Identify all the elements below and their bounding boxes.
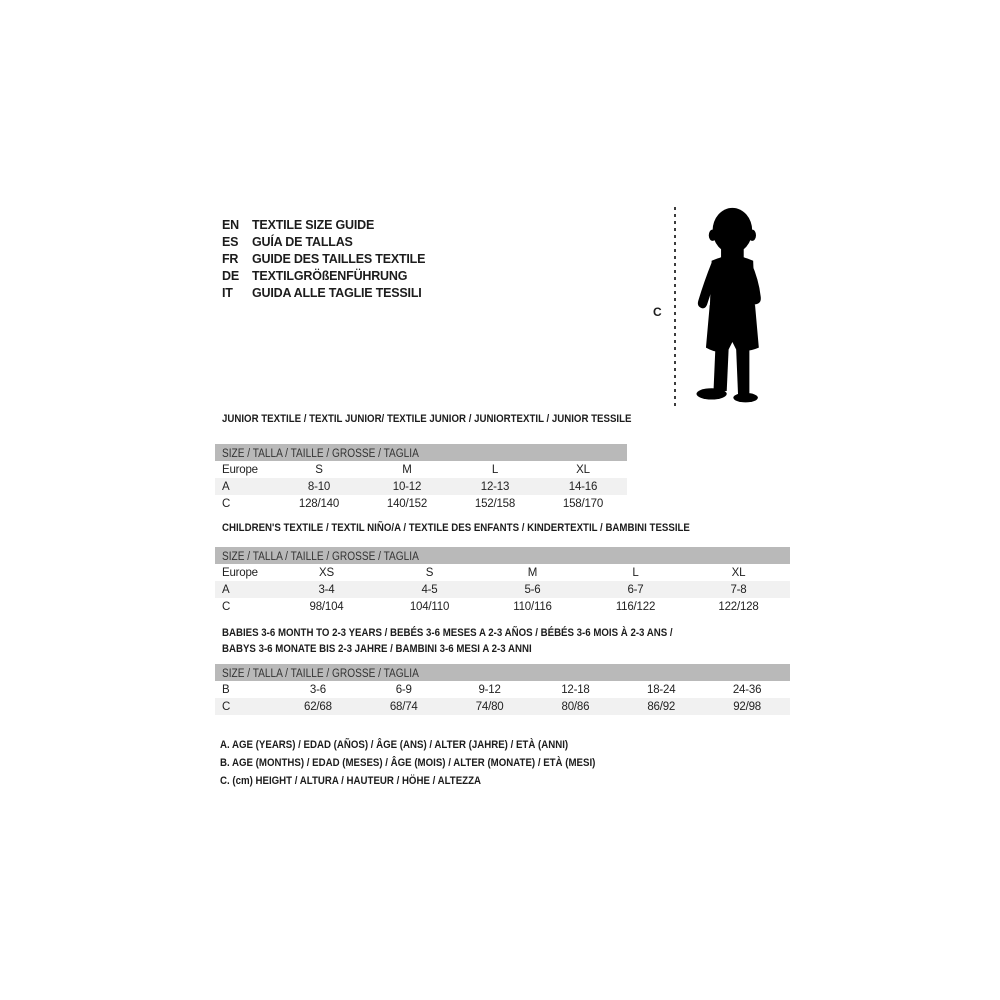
- table-cell: 74/80: [475, 700, 504, 713]
- section-title-line1: [222, 626, 734, 641]
- table-cell: 5-6: [524, 583, 541, 596]
- row-label: Europe: [222, 463, 258, 476]
- table-row-europe: [215, 564, 790, 581]
- section-title: [222, 412, 687, 427]
- language-row-fr: [222, 250, 425, 267]
- table-cell: 12-18: [561, 683, 590, 696]
- table-cell: 3-6: [309, 683, 326, 696]
- legend-text: B. AGE (MONTHS) / EDAD (MESES) / ÂGE (MOIS) / ALTER (MONATE) / ETÀ (MESI): [220, 757, 596, 769]
- table-cell: L: [632, 566, 639, 579]
- guide-title: TEXTILGRÖßENFÜHRUNG: [252, 268, 408, 283]
- row-label: C: [222, 600, 231, 613]
- section-title-text: BABIES 3-6 MONTH TO 2-3 YEARS / BEBÉS 3-6 MESES A 2-3 AÑOS / BÉBÉS 3-6 MOIS À 2-3 ANS /: [222, 627, 673, 639]
- table-cell: 9-12: [478, 683, 501, 696]
- table-row-height: [215, 598, 790, 615]
- table-cell: 140/152: [386, 497, 428, 510]
- language-code: ES: [222, 234, 239, 249]
- table-cell: 158/170: [562, 497, 604, 510]
- legend-line-a: [220, 736, 647, 754]
- toddler-figure: [645, 203, 785, 413]
- table-cell: 104/110: [409, 600, 450, 613]
- table-cell: 3-4: [318, 583, 335, 596]
- guide-title: TEXTILE SIZE GUIDE: [252, 217, 375, 232]
- table-row-age: [215, 581, 790, 598]
- legend-text: A. AGE (YEARS) / EDAD (AÑOS) / ÂGE (ANS) / ALTER (JAHRE) / ETÀ (ANNI): [220, 739, 569, 751]
- table-cell: 68/74: [389, 700, 418, 713]
- language-row-en: [222, 216, 425, 233]
- row-label: Europe: [222, 566, 258, 579]
- size-header-bar: [215, 664, 790, 681]
- size-header-text: SIZE / TALLA / TAILLE / GRÖSSE / TAGLIA: [222, 668, 419, 680]
- legend-line-c: [220, 772, 647, 790]
- table-row-height: [215, 698, 790, 715]
- language-row-it: [222, 284, 425, 301]
- guide-title: GUIDE DES TAILLES TEXTILE: [252, 251, 426, 266]
- section-title: [222, 521, 754, 536]
- size-header-bar: [215, 444, 627, 461]
- row-label: B: [222, 683, 230, 696]
- size-header-bar: [215, 547, 790, 564]
- legend-text: C. (cm) HEIGHT / ALTURA / HAUTEUR / HÖHE / ALTEZZA: [220, 775, 482, 787]
- table-cell: 6-7: [627, 583, 644, 596]
- table-cell: XL: [576, 463, 590, 476]
- section-title-text: CHILDREN'S TEXTILE / TEXTIL NIÑO/A / TEXTILE DES ENFANTS / KINDERTEXTIL / BAMBINI TESSILE: [222, 522, 690, 534]
- table-cell: L: [491, 463, 499, 476]
- table-cell: 62/68: [304, 700, 332, 713]
- table-cell: 122/128: [718, 600, 759, 613]
- table-cell: 4-5: [421, 583, 438, 596]
- language-row-de: [222, 267, 425, 284]
- table-cell: 116/122: [615, 600, 656, 613]
- legend-line-b: [220, 754, 647, 772]
- size-header-text: SIZE / TALLA / TAILLE / GRÖSSE / TAGLIA: [222, 551, 419, 563]
- table-cell: S: [425, 566, 434, 579]
- table-cell: 128/140: [298, 497, 340, 510]
- language-code: EN: [222, 217, 239, 232]
- table-cell: M: [527, 566, 538, 579]
- table-cell: S: [315, 463, 323, 476]
- table-cell: 98/104: [309, 600, 344, 613]
- language-title-list: [222, 216, 425, 301]
- height-measure-line: [674, 207, 676, 408]
- row-label: A: [222, 583, 230, 596]
- table-row-age-months: [215, 681, 790, 698]
- guide-title: GUÍA DE TALLAS: [252, 234, 353, 249]
- section-title-text: BABYS 3-6 MONATE BIS 2-3 JAHRE / BAMBINI 3-6 MESI A 2-3 ANNI: [222, 643, 532, 655]
- babies-textile-section: [215, 626, 790, 726]
- table-cell: 14-16: [568, 480, 598, 493]
- table-cell: XS: [319, 566, 334, 579]
- table-cell: 86/92: [647, 700, 676, 713]
- table-cell: 8-10: [307, 480, 331, 493]
- table-row-age: [215, 478, 627, 495]
- guide-title: GUIDA ALLE TAGLIE TESSILI: [252, 285, 422, 300]
- table-cell: 18-24: [647, 683, 676, 696]
- measure-legend: [220, 736, 647, 790]
- table-cell: XL: [731, 566, 746, 579]
- table-cell: 92/98: [733, 700, 761, 713]
- section-title-text: JUNIOR TEXTILE / TEXTIL JUNIOR/ TEXTILE JUNIOR / JUNIORTEXTIL / JUNIOR TESSILE: [222, 413, 632, 425]
- language-code: FR: [222, 251, 239, 266]
- language-code: DE: [222, 268, 239, 283]
- table-cell: 152/158: [474, 497, 516, 510]
- table-cell: 12-13: [480, 480, 510, 493]
- row-label: A: [222, 480, 230, 493]
- table-cell: 80/86: [561, 700, 590, 713]
- table-cell: 6-9: [395, 683, 412, 696]
- table-cell: 7-8: [730, 583, 747, 596]
- table-cell: 110/116: [513, 600, 552, 613]
- language-code: IT: [222, 285, 233, 300]
- section-title-line2: [222, 642, 574, 657]
- junior-textile-section: [215, 412, 632, 524]
- language-row-es: [222, 233, 425, 250]
- children-textile-section: [215, 519, 790, 627]
- toddler-silhouette-icon: [683, 206, 778, 409]
- row-label: C: [222, 497, 231, 510]
- row-label: C: [222, 700, 231, 713]
- height-measure-label: C: [653, 305, 662, 319]
- table-cell: M: [402, 463, 412, 476]
- table-row-height: [215, 495, 627, 512]
- table-row-europe: [215, 461, 627, 478]
- table-cell: 10-12: [392, 480, 422, 493]
- size-header-text: SIZE / TALLA / TAILLE / GRÖSSE / TAGLIA: [222, 448, 419, 460]
- table-cell: 24-36: [732, 683, 762, 696]
